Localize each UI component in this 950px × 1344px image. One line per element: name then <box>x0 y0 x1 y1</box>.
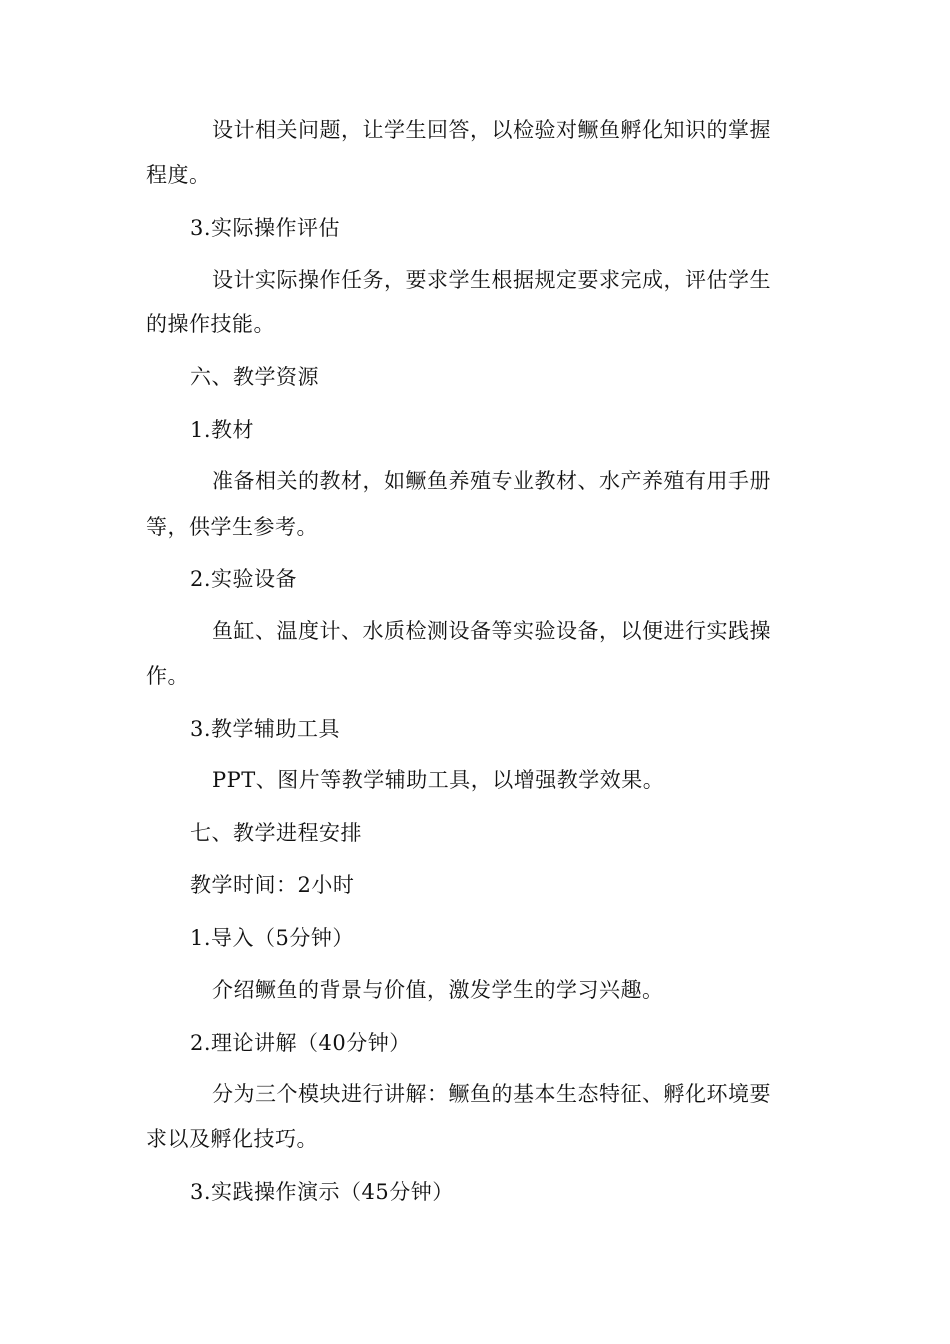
subheading: 2.实验设备 <box>190 567 298 591</box>
paragraph-line: 介绍鳜鱼的背景与价值，激发学生的学习兴趣。 <box>212 978 664 1002</box>
paragraph-line: 分为三个模块进行讲解：鳜鱼的基本生态特征、孵化环境要 <box>212 1082 771 1106</box>
paragraph-line: 求以及孵化技巧。 <box>146 1127 318 1151</box>
subheading: 2.理论讲解（40分钟） <box>190 1031 411 1055</box>
subheading: 3.教学辅助工具 <box>190 717 341 741</box>
paragraph-line: 设计实际操作任务，要求学生根据规定要求完成，评估学生 <box>212 268 771 292</box>
paragraph-line: 设计相关问题，让学生回答，以检验对鳜鱼孵化知识的掌握 <box>212 118 771 142</box>
subheading: 3.实际操作评估 <box>190 216 341 240</box>
subheading: 3.实践操作演示（45分钟） <box>190 1180 454 1204</box>
paragraph-line: 等，供学生参考。 <box>146 515 318 539</box>
paragraph-line: PPT、图片等教学辅助工具，以增强教学效果。 <box>212 768 665 792</box>
section-heading: 七、教学进程安排 <box>190 821 362 845</box>
paragraph-line: 鱼缸、温度计、水质检测设备等实验设备，以便进行实践操 <box>212 619 771 643</box>
paragraph-line: 的操作技能。 <box>146 312 275 336</box>
paragraph-line: 准备相关的教材，如鳜鱼养殖专业教材、水产养殖有用手册 <box>212 469 771 493</box>
paragraph-line: 程度。 <box>146 163 211 187</box>
section-heading: 六、教学资源 <box>190 365 319 389</box>
subheading: 1.教材 <box>190 418 255 442</box>
paragraph-line: 作。 <box>146 664 189 688</box>
subheading: 1.导入（5分钟） <box>190 926 354 950</box>
teaching-time: 教学时间：2小时 <box>190 873 355 897</box>
